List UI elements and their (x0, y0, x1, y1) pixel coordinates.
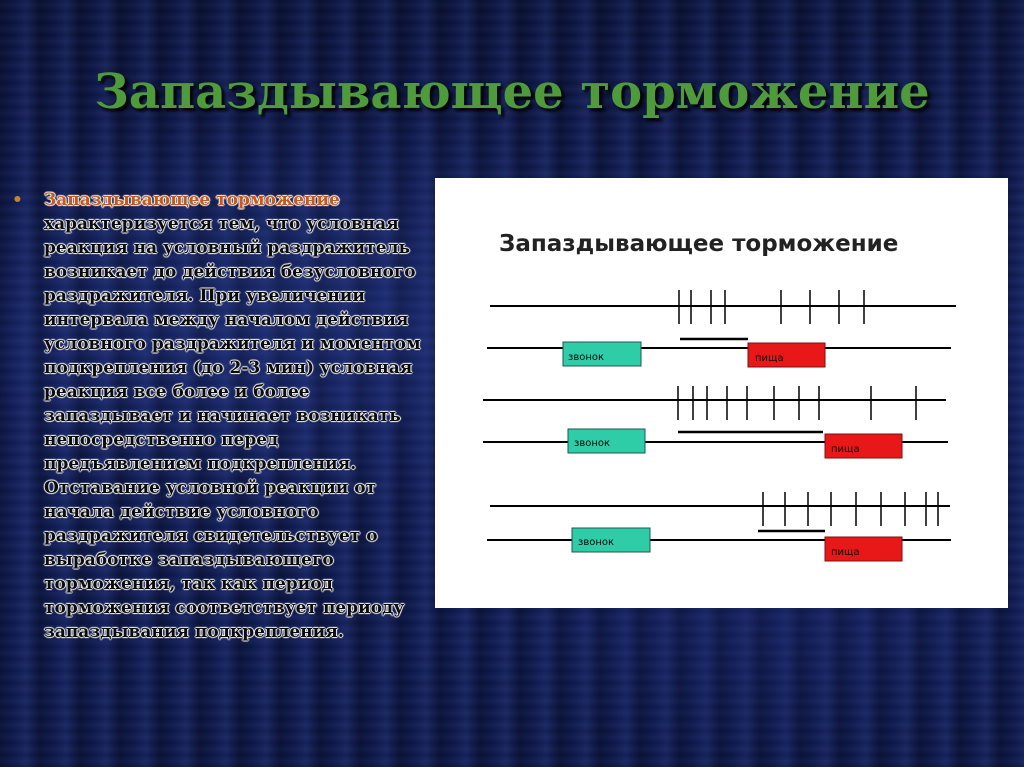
bell-stimulus-label: звонок (578, 537, 615, 548)
inhibition-diagram (435, 178, 1008, 608)
diagram-row-2 (483, 386, 948, 458)
diagram-row-3 (487, 492, 951, 561)
description-body: характеризуется тем, что условная реакция на условный раздражитель возникает до действия безусловного раздражителя. При увеличении интервала между началом действия условного раздражителя и моментом подкрепления (до 2-3 мин) условная реакция все более и более запаздывает и начинает возникать непосредственно перед предъявлением подкрепления. Отставание условной реакции от начала действие условного раздражителя свидетельствует о выработке запаздывающего торможения, так как период торможения соответствует периоду запаздывания подкрепления. (44, 214, 421, 642)
food-reinforcement-label: пища (755, 353, 784, 364)
term-highlight: Запаздывающее торможение (44, 190, 340, 210)
reaction-ticks (763, 492, 938, 526)
description-text (12, 188, 428, 644)
bell-stimulus-label: звонок (574, 438, 611, 449)
diagram-svg (435, 178, 1008, 608)
reaction-ticks (678, 386, 916, 420)
diagram-title: Запаздывающее торможение (499, 231, 899, 257)
diagram-row-1 (487, 290, 956, 367)
food-reinforcement-label: пища (831, 444, 860, 455)
slide-title: Запаздывающее торможение (94, 64, 930, 120)
bell-stimulus-label: звонок (568, 352, 605, 363)
food-reinforcement-label: пища (831, 547, 860, 558)
description-paragraph (28, 188, 428, 644)
bullet-icon: • (12, 190, 23, 210)
